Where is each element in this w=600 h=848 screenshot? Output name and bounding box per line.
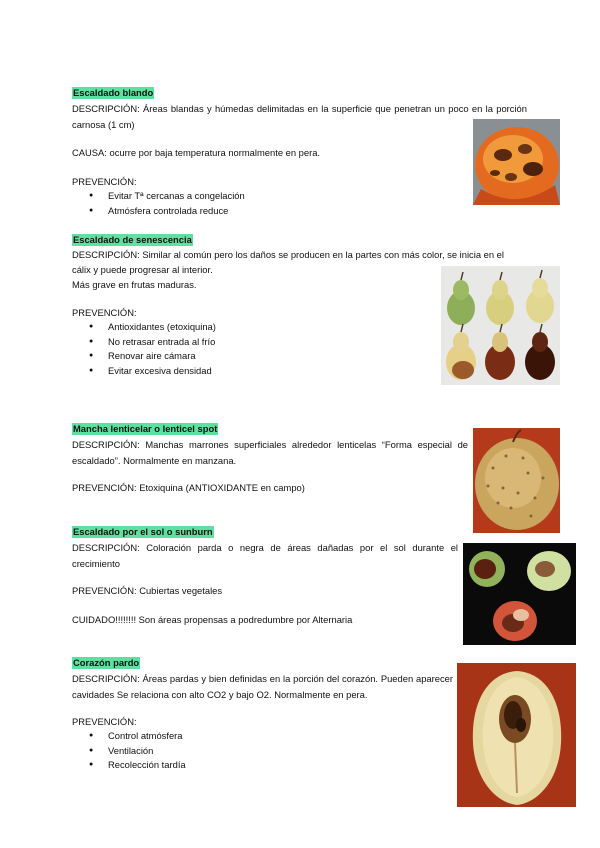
cause-escaldado-blando: CAUSA: ocurre por baja temperatura normalmente en pera.: [72, 147, 321, 158]
prevention-list: [72, 189, 245, 218]
desc-senescencia-line1: DESCRIPCIÓN: Similar al común pero los daños se producen en la partes con más color, se inicia en el: [72, 249, 504, 260]
heading-escaldado-blando: Escaldado blando: [73, 87, 154, 98]
list-item: ● Renovar aire cámara: [72, 349, 216, 364]
list-item: ● Ventilación: [72, 744, 186, 759]
desc-senescencia-line2: cálix y puede progresar al interior.: [72, 264, 213, 275]
prevention-label: PREVENCIÓN:: [72, 716, 137, 727]
prevention-list: [72, 320, 216, 378]
list-item: ● Atmósfera controlada reduce: [72, 204, 245, 219]
prevention-label: PREVENCIÓN:: [72, 307, 137, 318]
prevention-escaldado-sol: PREVENCIÓN: Cubiertas vegetales: [72, 585, 223, 596]
apples-sunburn-photo: [463, 543, 576, 645]
heading-escaldado-senescencia: Escaldado de senescencia: [73, 234, 192, 245]
heading-escaldado-sol: Escaldado por el sol o sunburn: [73, 526, 213, 537]
apple-soft-scald-photo: [473, 119, 560, 205]
list-item: ● Recolección tardía: [72, 758, 186, 773]
heading-corazon-pardo: Corazón pardo: [73, 657, 140, 668]
prevention-list: [72, 729, 186, 773]
apple-lenticel-spot-photo: [473, 428, 560, 533]
desc-mancha-lenticelar: DESCRIPCIÓN: Manchas marrones superficiales alrededor lenticelas “Forma especial de escaldado”. Normalmente en manzana.: [72, 439, 468, 466]
prevention-label: PREVENCIÓN:: [72, 176, 137, 187]
desc-corazon-pardo: DESCRIPCIÓN: Áreas pardas y bien definidas en la porción del corazón. Pueden aparecer cavidades Se relaciona con alto CO2 y bajo O2. Normalmente en pera.: [72, 673, 453, 700]
pears-senescent-scald-photo: [441, 266, 560, 385]
desc-escaldado-blando: DESCRIPCIÓN: Áreas blandas y húmedas delimitadas en la superficie que penetran un poco en la porción carnosa (1 cm): [72, 103, 527, 130]
list-item: ● Evitar excesiva densidad: [72, 364, 216, 379]
warning-escaldado-sol: CUIDADO!!!!!!!! Son áreas propensas a podredumbre por Alternaria: [72, 614, 353, 625]
list-item: ● Control atmósfera: [72, 729, 186, 744]
list-item: ● No retrasar entrada al frío: [72, 335, 216, 350]
desc-escaldado-sol: DESCRIPCIÓN: Coloración parda o negra de áreas dañadas por el sol durante el crecimiento: [72, 542, 458, 569]
pear-brown-core-photo: [457, 663, 576, 807]
heading-mancha-lenticelar: Mancha lenticelar o lenticel spot: [73, 423, 218, 434]
list-item: ● Evitar Tª cercanas a congelación: [72, 189, 245, 204]
list-item: ● Antioxidantes (etoxiquina): [72, 320, 216, 335]
prevention-mancha-lenticelar: PREVENCIÓN: Etoxiquina (ANTIOXIDANTE en campo): [72, 482, 305, 493]
desc-senescencia-line3: Más grave en frutas maduras.: [72, 279, 197, 290]
